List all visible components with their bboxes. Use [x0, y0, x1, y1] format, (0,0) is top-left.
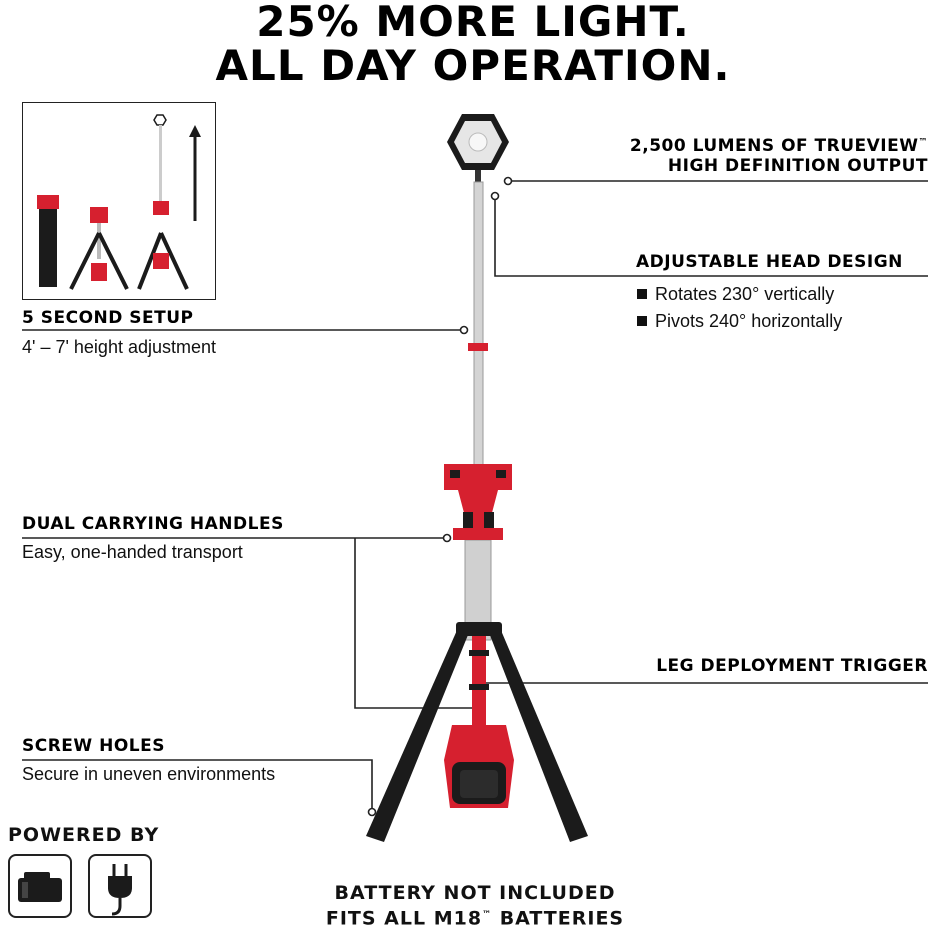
carry-handles: [444, 464, 512, 540]
feature-setup-title: 5 SECOND SETUP: [22, 308, 194, 328]
feature-output-line-2: HIGH DEFINITION OUTPUT: [667, 156, 928, 176]
footer-line-2: FITS ALL M18™ BATTERIES: [325, 907, 625, 930]
battery-housing: [444, 725, 514, 808]
feature-handles-desc: Easy, one-handed transport: [22, 542, 243, 562]
bullet-square-icon: [637, 289, 647, 299]
setup-sequence-illustration: [23, 103, 214, 298]
power-plug-icon: [88, 854, 152, 918]
mast-collar: [468, 343, 488, 351]
feature-screws-title: SCREW HOLES: [22, 736, 165, 756]
powered-by-label: POWERED BY: [8, 824, 160, 846]
headline-line-2: ALL DAY OPERATION.: [215, 41, 731, 90]
feature-head-title: ADJUSTABLE HEAD DESIGN: [636, 252, 903, 272]
feature-setup-desc: 4' – 7' height adjustment: [22, 337, 217, 357]
feature-screws-desc: Secure in uneven environments: [22, 764, 276, 784]
feature-handles-title: DUAL CARRYING HANDLES: [22, 514, 284, 534]
battery-icon: [8, 854, 72, 918]
mast-upper: [474, 182, 483, 467]
feature-output-line-1: 2,500 LUMENS OF TRUEVIEW™: [629, 136, 928, 156]
feature-head-bullet-1: Rotates 230° vertically: [637, 284, 834, 305]
feature-trigger-title: LEG DEPLOYMENT TRIGGER: [656, 656, 928, 676]
headline-line-1: 25% MORE LIGHT.: [256, 0, 690, 46]
light-head: [447, 114, 509, 182]
bullet-square-icon: [637, 316, 647, 326]
setup-thumbnail: [22, 102, 216, 300]
footer-line-1: BATTERY NOT INCLUDED: [334, 882, 616, 904]
feature-head-bullet-2: Pivots 240° horizontally: [637, 311, 842, 332]
